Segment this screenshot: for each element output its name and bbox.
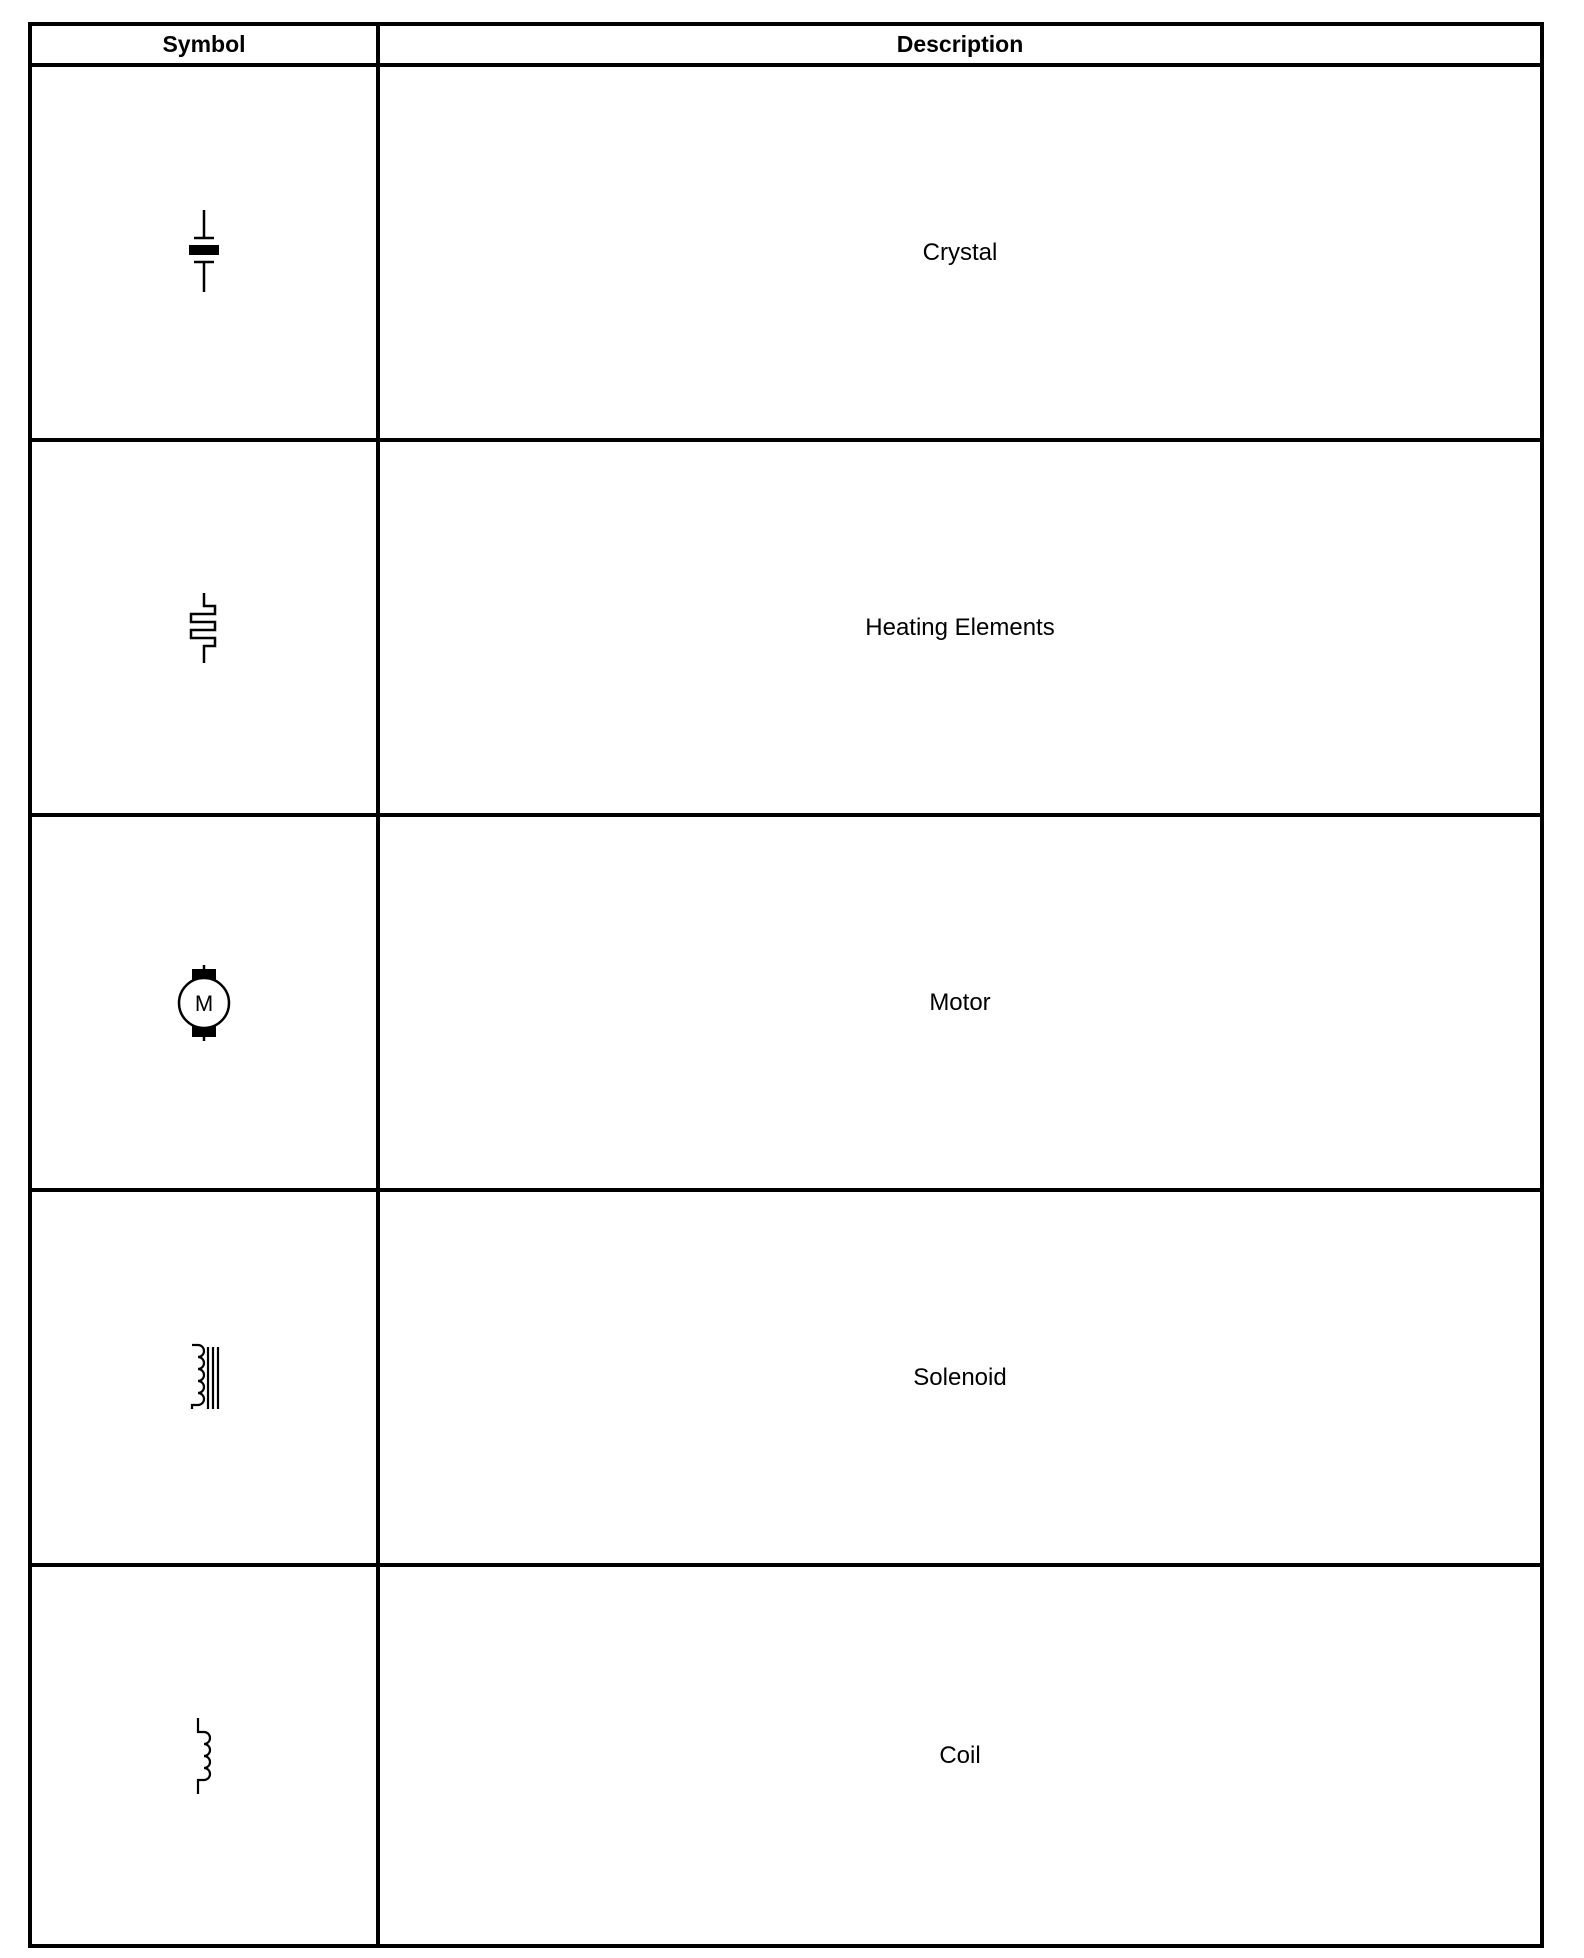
description-motor: Motor — [929, 988, 991, 1016]
motor-symbol-letter: M — [194, 990, 214, 1016]
coil-symbol-icon — [184, 1716, 224, 1796]
table-row — [380, 817, 1540, 1188]
description-crystal: Crystal — [922, 238, 998, 266]
table-row — [380, 1192, 1540, 1563]
description-heating-elements: Heating Elements — [865, 613, 1055, 641]
table-row-symbol — [32, 442, 376, 813]
table-row-symbol — [32, 1567, 376, 1944]
solenoid-symbol-icon — [184, 1343, 224, 1413]
description-coil: Coil — [939, 1741, 981, 1769]
table-row-symbol — [32, 67, 376, 438]
motor-symbol-icon — [174, 965, 234, 1041]
table-row-symbol — [32, 1192, 376, 1563]
symbol-table — [28, 22, 1544, 1948]
table-row — [380, 442, 1540, 813]
header-symbol-label: Symbol — [162, 31, 246, 57]
crystal-symbol-icon — [184, 208, 224, 298]
header-description — [380, 26, 1540, 63]
table-row — [380, 1567, 1540, 1944]
table-row-symbol — [32, 817, 376, 1188]
header-description-label: Description — [896, 31, 1024, 57]
header-symbol — [32, 26, 376, 63]
table-row — [380, 67, 1540, 438]
description-solenoid: Solenoid — [913, 1363, 1007, 1391]
heating-element-symbol-icon — [184, 592, 224, 664]
